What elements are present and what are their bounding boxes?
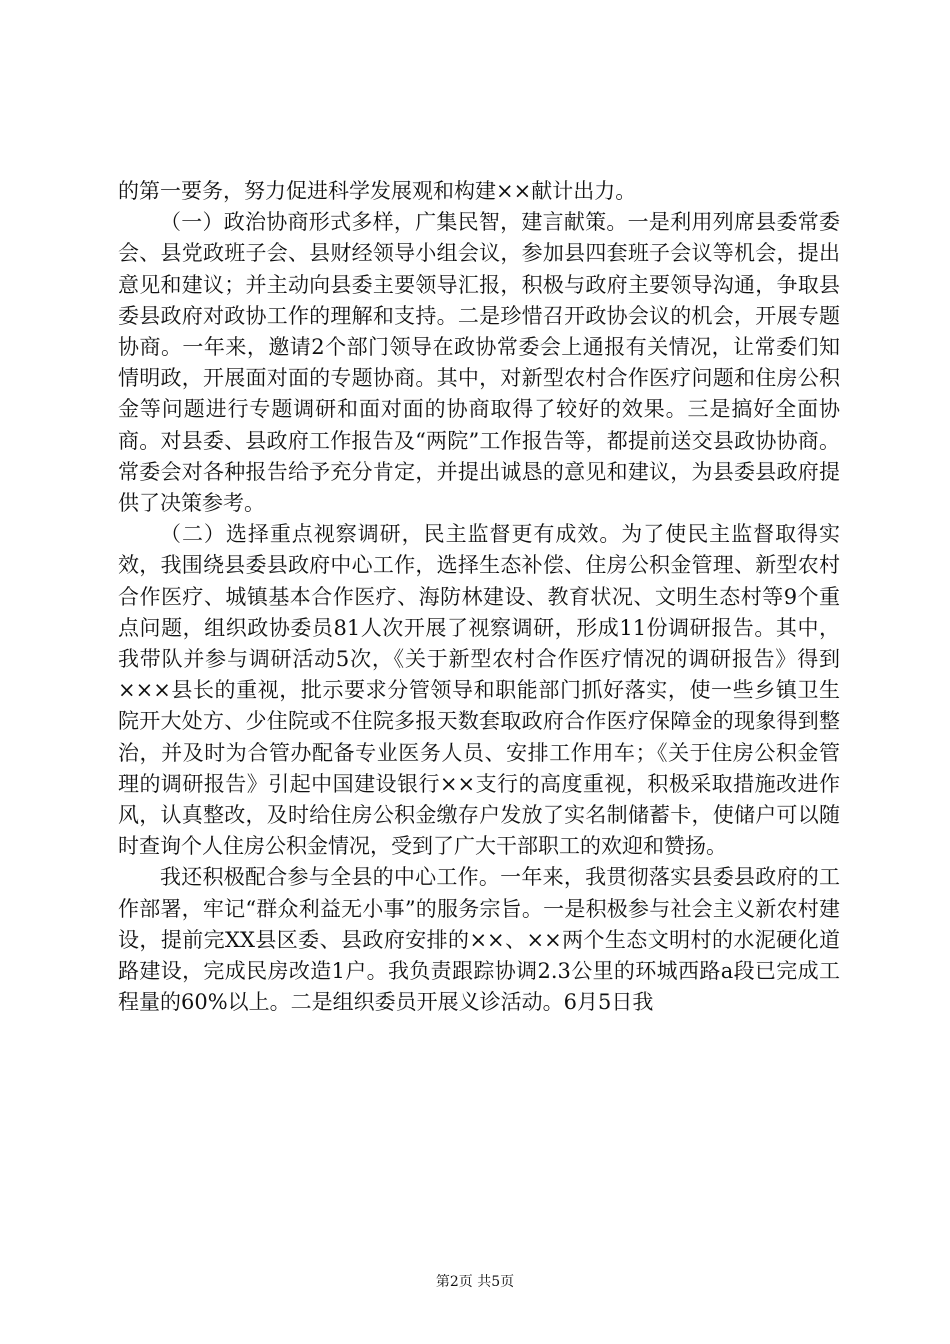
paragraph-continuation: 的第一要务，努力促进科学发展观和构建××献计出力。	[118, 179, 637, 203]
paragraph-political-consultation: （一）政治协商形式多样，广集民智，建言献策。一是利用列席县委常委会、县党政班子会、县财经领导小组会议，参加县四套班子会议等机会，提出意见和建议；并主动向县委主要领导汇报，积极与政府主要领导沟通，争取县委县政府对政协工作的理解和支持。二是珍惜召开政协会议的机会，开展专题协商。一年来，邀请2个部门领导在政协常委会上通报有关情况，让常委们知情明政，开展面对面的专题协商。其中，对新型农村合作医疗问题和住房公积金等问题进行专题调研和面对面的协商取得了较好的效果。三是搞好全面协商。对县委、县政府工作报告及“两院”工作报告等，都提前送交县政协协商。常委会对各种报告给予充分肯定，并提出诚恳的意见和建议，为县委县政府提供了决策参考。	[118, 210, 840, 516]
document-body	[118, 176, 840, 1018]
paragraph-inspection-research: （二）选择重点视察调研，民主监督更有成效。为了使民主监督取得实效，我围绕县委县政府中心工作，选择生态补偿、住房公积金管理、新型农村合作医疗、城镇基本合作医疗、海防林建设、教育状况、文明生态村等9个重点问题，组织政协委员81人次开展了视察调研，形成11份调研报告。其中，我带队并参与调研活动5次，《关于新型农村合作医疗情况的调研报告》得到×××县长的重视，批示要求分管领导和职能部门抓好落实，使一些乡镇卫生院开大处方、少住院或不住院多报天数套取政府合作医疗保障金的现象得到整治，并及时为合管办配备专业医务人员、安排工作用车；《关于住房公积金管理的调研报告》引起中国建设银行××支行的高度重视，积极采取措施改进作风，认真整改，及时给住房公积金缴存户发放了实名制储蓄卡，使储户可以随时查询个人住房公积金情况，受到了广大干部职工的欢迎和赞扬。	[118, 522, 840, 859]
paragraph-central-work: 我还积极配合参与全县的中心工作。一年来，我贯彻落实县委县政府的工作部署，牢记“群众利益无小事”的服务宗旨。一是积极参与社会主义新农村建设，提前完XX县区委、县政府安排的××、××两个生态文明村的水泥硬化道路建设，完成民房改造1户。我负责跟踪协调2.3公里的环城西路a段已完成工程量的60%以上。二是组织委员开展义诊活动。6月5日我	[118, 865, 840, 1015]
page-number-footer: 第2页 共5页	[435, 1274, 515, 1290]
